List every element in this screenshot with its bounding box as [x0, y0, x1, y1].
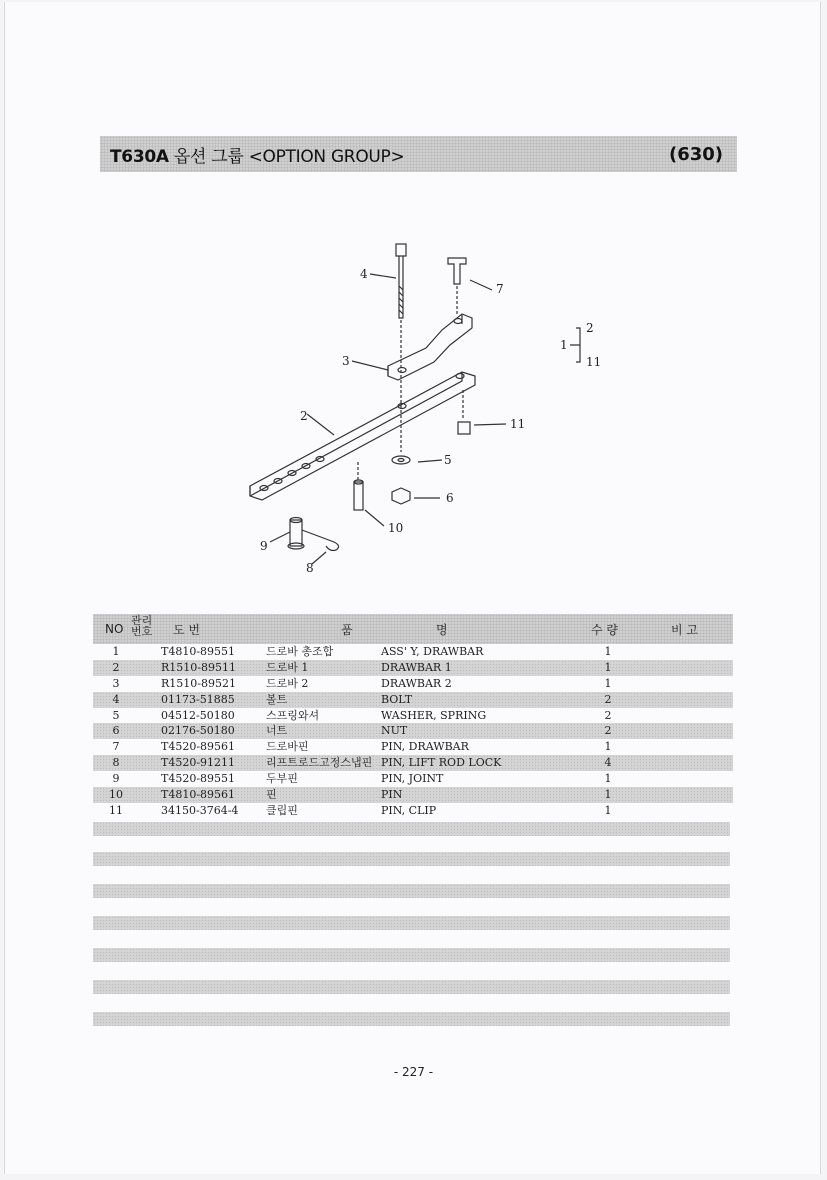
part-name-english: PIN — [381, 788, 403, 802]
title-korean: 옵션 그룹 — [173, 146, 244, 167]
header-remark: 비 고 — [671, 622, 698, 637]
part-number: T4520-89551 — [161, 772, 236, 786]
part-number: T4810-89561 — [161, 788, 236, 802]
part-name-english: BOLT — [381, 692, 413, 706]
part-name-korean: 스프링와셔 — [266, 708, 320, 722]
quantity: 1 — [604, 660, 612, 674]
header-no: NO — [105, 622, 124, 636]
callout-3: 3 — [342, 354, 350, 368]
table-row — [93, 787, 733, 803]
part-name-english: PIN, LIFT ROD LOCK — [381, 756, 502, 770]
part-name-korean: 리프트로드고정스냅핀 — [266, 756, 373, 770]
row-number: 3 — [112, 676, 120, 690]
part-name-english: ASS' Y, DRAWBAR — [381, 645, 484, 658]
table-row — [93, 739, 733, 755]
part-name-english: WASHER, SPRING — [381, 708, 487, 722]
table-body — [93, 644, 733, 819]
blank-row — [93, 916, 730, 930]
blank-row — [93, 852, 730, 866]
table-row — [93, 755, 733, 771]
quantity: 2 — [604, 708, 612, 722]
part-name-english: DRAWBAR 1 — [381, 660, 452, 674]
legend-item-11: 11 — [586, 355, 602, 369]
row-number: 9 — [112, 772, 120, 786]
part-name-english: DRAWBAR 2 — [381, 676, 452, 690]
table-row — [93, 692, 733, 708]
bolt-shape — [396, 244, 406, 256]
part-name-korean: 볼트 — [266, 692, 288, 706]
table-row — [93, 803, 733, 819]
quantity: 4 — [604, 756, 612, 770]
quantity: 1 — [604, 803, 612, 817]
callout-5: 5 — [444, 453, 452, 467]
row-number: 11 — [109, 803, 123, 817]
row-number: 10 — [109, 788, 123, 802]
title-english: <OPTION GROUP> — [248, 146, 405, 167]
drawbar-pin-shape — [448, 258, 466, 284]
header-part-no: 도 번 — [173, 622, 200, 637]
nut-shape — [392, 488, 410, 504]
header-name-2: 명 — [436, 622, 448, 637]
quantity: 1 — [604, 645, 612, 658]
part-name-korean: 너트 — [266, 724, 288, 738]
washer-shape — [392, 456, 410, 464]
part-number: 04512-50180 — [161, 708, 235, 722]
table-row — [93, 723, 733, 739]
callout-6: 6 — [446, 491, 454, 505]
quantity: 1 — [604, 676, 612, 690]
row-number: 5 — [112, 708, 120, 722]
section-header — [100, 136, 737, 172]
part-name-english: PIN, DRAWBAR — [381, 740, 469, 754]
callout-2: 2 — [300, 409, 308, 423]
legend-item-2: 2 — [586, 321, 594, 335]
table-row — [93, 676, 733, 692]
row-number: 8 — [112, 756, 120, 770]
pin-10-shape — [354, 482, 363, 510]
drawbar-exploded-diagram — [230, 230, 650, 580]
page-number: - 227 - — [393, 1065, 434, 1079]
table-row — [93, 660, 733, 676]
part-number: R1510-89521 — [161, 676, 236, 690]
blank-row — [93, 948, 730, 962]
callout-10: 10 — [388, 521, 404, 535]
row-number: 2 — [112, 660, 120, 674]
callout-7: 7 — [496, 282, 504, 296]
quantity: 1 — [604, 772, 612, 786]
blank-row — [93, 884, 730, 898]
callout-8: 8 — [306, 561, 314, 575]
part-name-korean: 두부핀 — [266, 772, 298, 786]
part-name-korean: 드로바 총조합 — [266, 645, 334, 658]
callout-4: 4 — [360, 267, 368, 281]
quantity: 1 — [604, 788, 612, 802]
section-title — [110, 142, 404, 167]
part-number: 01173-51885 — [161, 692, 235, 706]
blank-row — [93, 1012, 730, 1026]
part-name-korean: 드로바 2 — [266, 676, 309, 690]
part-name-korean: 드로바 1 — [266, 660, 309, 674]
part-number: T4520-91211 — [161, 756, 236, 770]
table-row — [93, 708, 733, 724]
blank-row — [93, 822, 730, 836]
part-name-english: PIN, JOINT — [381, 772, 444, 786]
row-number: 1 — [112, 645, 120, 658]
callout-11: 11 — [510, 417, 526, 431]
part-name-korean: 핀 — [266, 788, 277, 802]
joint-pin-shape — [290, 520, 302, 546]
quantity: 1 — [604, 740, 612, 754]
document-page — [4, 2, 821, 1174]
part-number: T4810-89551 — [161, 645, 236, 658]
part-name-english: NUT — [381, 724, 408, 738]
parts-table — [93, 614, 733, 819]
legend-group: 1 — [560, 338, 568, 352]
quantity: 2 — [604, 692, 612, 706]
lock-pin-shape — [302, 530, 339, 551]
part-number: T4520-89561 — [161, 740, 236, 754]
part-name-korean: 드로바핀 — [266, 740, 309, 754]
quantity: 2 — [604, 724, 612, 738]
part-name-korean: 클립핀 — [266, 803, 298, 817]
part-number: 34150-3764-4 — [161, 803, 239, 817]
table-row — [93, 644, 733, 660]
blank-row — [93, 980, 730, 994]
header-mgmt: 관리 번호 — [131, 614, 153, 638]
row-number: 6 — [112, 724, 120, 738]
header-qty: 수 량 — [591, 622, 618, 637]
header-name-1: 품 — [341, 622, 353, 637]
group-code: (630) — [668, 143, 723, 165]
part-number: R1510-89511 — [161, 660, 236, 674]
part-number: 02176-50180 — [161, 724, 235, 738]
table-row — [93, 771, 733, 787]
model-code: T630A — [110, 146, 169, 167]
row-number: 7 — [112, 740, 120, 754]
row-number: 4 — [112, 692, 120, 706]
callout-9: 9 — [260, 539, 268, 553]
table-header — [93, 614, 733, 644]
clip-pin-shape — [458, 422, 470, 434]
part-name-english: PIN, CLIP — [381, 803, 437, 817]
